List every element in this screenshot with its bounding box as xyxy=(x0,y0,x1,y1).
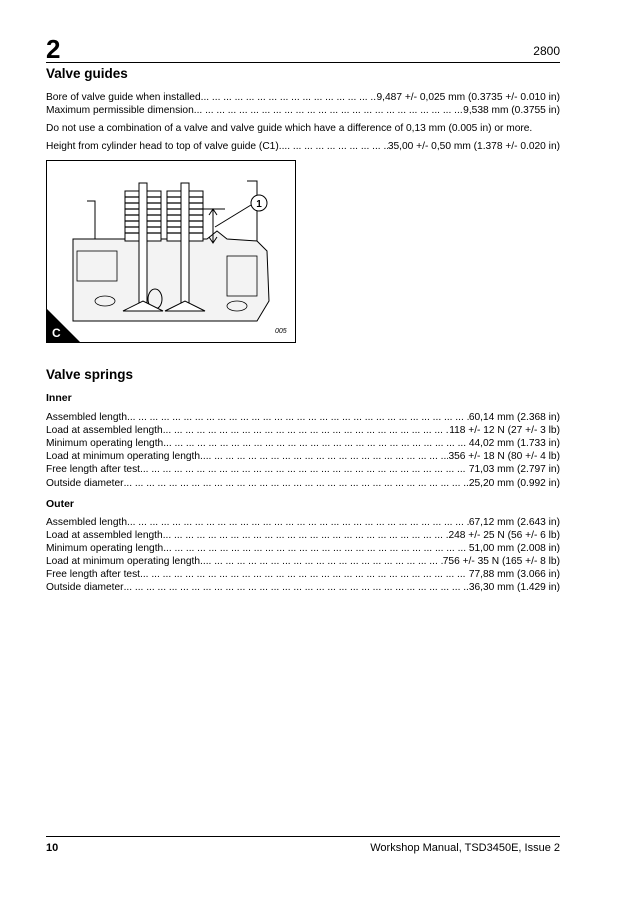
spec-label: Assembled length xyxy=(46,412,127,423)
spec-value: 756 +/- 35 N (165 +/- 8 lb) xyxy=(442,556,560,567)
spec-row xyxy=(46,437,560,450)
spec-label: Load at assembled length xyxy=(46,425,163,436)
spec-value: 248 +/- 25 N (56 +/- 6 lb) xyxy=(448,530,560,541)
spec-label: Outside diameter xyxy=(46,582,124,593)
corner-label: C xyxy=(52,326,61,340)
combination-note: Do not use a combination of a valve and valve guide which have a difference of 0,13 mm (0.005 in) or more. xyxy=(46,123,533,134)
spec-label: Free length after test xyxy=(46,569,141,580)
chapter-number: 2 xyxy=(46,34,61,64)
spec-value: 44,02 mm (1.733 in) xyxy=(468,438,560,449)
spec-value: 71,03 mm (2.797 in) xyxy=(468,464,560,475)
spec-value: 356 +/- 18 N (80 +/- 4 lb) xyxy=(448,451,560,462)
spec-value: 9,487 +/- 0,025 mm (0.3735 +/- 0.010 in) xyxy=(376,92,560,103)
spec-row xyxy=(46,140,560,153)
spec-value: 118 +/- 12 N (27 +/- 3 lb) xyxy=(449,425,560,436)
leader-dots xyxy=(163,542,469,555)
spec-value: 25,20 mm (0.992 in) xyxy=(468,478,560,489)
leader-dots xyxy=(127,516,469,529)
spec-row xyxy=(46,581,560,594)
spec-value: 77,88 mm (3.066 in) xyxy=(468,569,560,580)
spec-value: 51,00 mm (2.008 in) xyxy=(468,543,560,554)
spec-row xyxy=(46,463,560,476)
spec-label: Free length after test xyxy=(46,464,141,475)
outer-title: Outer xyxy=(46,498,75,510)
leader-dots xyxy=(163,424,450,437)
leader-dots xyxy=(124,477,469,490)
spec-label: Load at minimum operating length. xyxy=(46,451,203,462)
leader-dots xyxy=(140,463,469,476)
spec-row xyxy=(46,477,560,490)
manual-reference: Workshop Manual, TSD3450E, Issue 2 xyxy=(370,842,560,854)
spec-row xyxy=(46,104,560,117)
head-wall xyxy=(87,201,95,239)
spec-row xyxy=(46,411,560,424)
leader-dots xyxy=(124,581,469,594)
model-number: 2800 xyxy=(533,44,560,58)
leader-dots xyxy=(203,555,443,568)
spec-row xyxy=(46,450,560,463)
leader-dots xyxy=(163,529,449,542)
spec-value: 67,12 mm (2.643 in) xyxy=(468,517,560,528)
leader-dots xyxy=(127,411,469,424)
leader-dots xyxy=(194,104,463,117)
spec-row xyxy=(46,516,560,529)
spec-row xyxy=(46,424,560,437)
spec-value: 36,30 mm (1.429 in) xyxy=(468,582,560,593)
spec-value: 9,538 mm (0.3755 in) xyxy=(463,105,560,116)
leader-dots xyxy=(201,91,377,104)
spec-label: Minimum operating length xyxy=(46,438,164,449)
inner-title: Inner xyxy=(46,392,72,404)
leader-dots xyxy=(203,450,449,463)
figure-ref: 005 xyxy=(275,328,287,335)
spec-label: Maximum permissible dimension xyxy=(46,105,194,116)
spec-label: Assembled length xyxy=(46,517,127,528)
valve-springs-title: Valve springs xyxy=(46,367,134,382)
spec-row xyxy=(46,555,560,568)
spec-value: 60,14 mm (2.368 in) xyxy=(468,412,560,423)
footer-rule xyxy=(46,836,560,837)
callout-leader xyxy=(215,205,251,227)
spec-label: Height from cylinder head to top of valve guide (C1). xyxy=(46,141,282,152)
page-number: 10 xyxy=(46,842,59,854)
leader-dots xyxy=(140,568,469,581)
head-wall xyxy=(247,181,257,241)
header-rule xyxy=(46,62,560,63)
callout-number: 1 xyxy=(256,199,262,210)
spec-label: Bore of valve guide when installed xyxy=(46,92,201,103)
leader-dots xyxy=(163,437,469,450)
spec-value: 35,00 +/- 0,50 mm (1.378 +/- 0.020 in) xyxy=(387,141,560,152)
spec-row xyxy=(46,568,560,581)
spec-row xyxy=(46,542,560,555)
spec-label: Outside diameter xyxy=(46,478,124,489)
valve-guides-title: Valve guides xyxy=(46,66,128,81)
spec-label: Minimum operating length xyxy=(46,543,164,554)
spec-row xyxy=(46,529,560,542)
leader-dots xyxy=(282,140,388,153)
valve-guide-figure xyxy=(46,160,296,343)
spec-label: Load at assembled length xyxy=(46,530,163,541)
cylinder-head-drawing xyxy=(47,161,295,342)
spec-label: Load at minimum operating length. xyxy=(46,556,203,567)
spec-row xyxy=(46,91,560,104)
